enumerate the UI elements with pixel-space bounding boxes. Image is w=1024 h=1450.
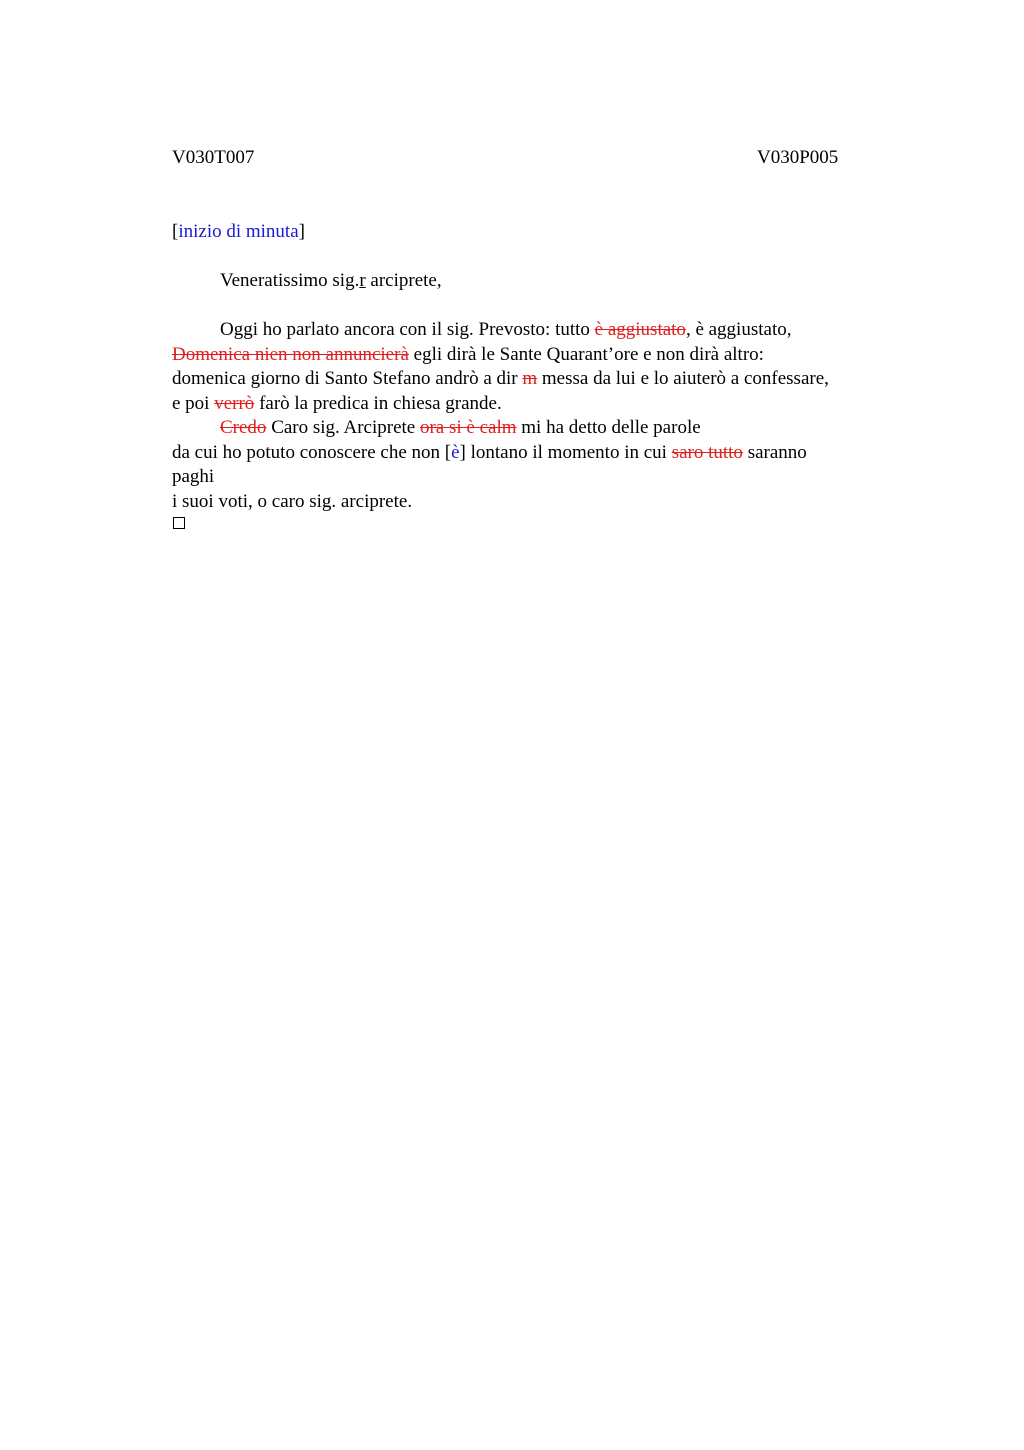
deleted-text: Credo	[220, 417, 267, 438]
deleted-text: verrò	[214, 393, 255, 414]
paragraph-1-line-3	[172, 367, 829, 391]
paragraph-2-line-3: paghi	[172, 466, 215, 487]
text-run: domenica giorno di Santo Stefano andrò a dir	[172, 368, 523, 389]
deleted-text: è aggiustato	[594, 319, 686, 340]
paragraph-1-line-4	[172, 392, 502, 416]
text-run: Caro sig. Arciprete	[266, 417, 420, 438]
deleted-text: Domenica nien non annuncierà	[172, 344, 409, 365]
text-run: lontano il momento in cui	[465, 442, 672, 463]
text-run: messa da lui e lo aiuterò a confessare,	[537, 368, 829, 389]
editorial-note	[172, 220, 305, 244]
end-mark-square-icon	[173, 517, 185, 529]
document-code-right: V030P005	[757, 147, 839, 168]
salutation	[220, 269, 442, 293]
paragraph-2-line-1	[220, 416, 701, 440]
salutation-part-a: Veneratissimo sig.	[220, 270, 360, 291]
deleted-text: m	[522, 368, 538, 389]
salutation-superscript-r: r	[359, 270, 366, 291]
paragraph-2-line-4: i suoi voti, o caro sig. arciprete.	[172, 491, 413, 512]
deleted-text: ora si è calm	[419, 417, 517, 438]
text-run: e poi	[172, 393, 215, 414]
paragraph-2-line-2	[172, 441, 807, 465]
insertion-bracket-open: [	[444, 442, 452, 463]
text-run: da cui ho potuto conoscere che non	[172, 442, 445, 463]
paragraph-1-line-2	[172, 343, 764, 367]
text-run: egli dirà le Sante Quarant’ore e non dirà altro:	[408, 344, 764, 365]
deleted-text: saro tutto	[671, 442, 743, 463]
paragraph-1-line-1	[220, 318, 791, 342]
document-code-left: V030T007	[172, 147, 255, 168]
text-run: saranno	[742, 442, 807, 463]
note-bracket-open: [	[172, 221, 179, 242]
text-run: mi ha detto delle parole	[516, 417, 701, 438]
insertion-bracket-close: ]	[459, 442, 466, 463]
salutation-part-c: arciprete,	[365, 270, 442, 291]
text-run: farò la predica in chiesa grande.	[254, 393, 502, 414]
note-bracket-close: ]	[298, 221, 305, 242]
inserted-text: è	[451, 442, 460, 463]
text-run: , è aggiustato,	[685, 319, 792, 340]
note-text: inizio di minuta	[178, 221, 299, 242]
text-run: Oggi ho parlato ancora con il sig. Prevosto: tutto	[220, 319, 595, 340]
